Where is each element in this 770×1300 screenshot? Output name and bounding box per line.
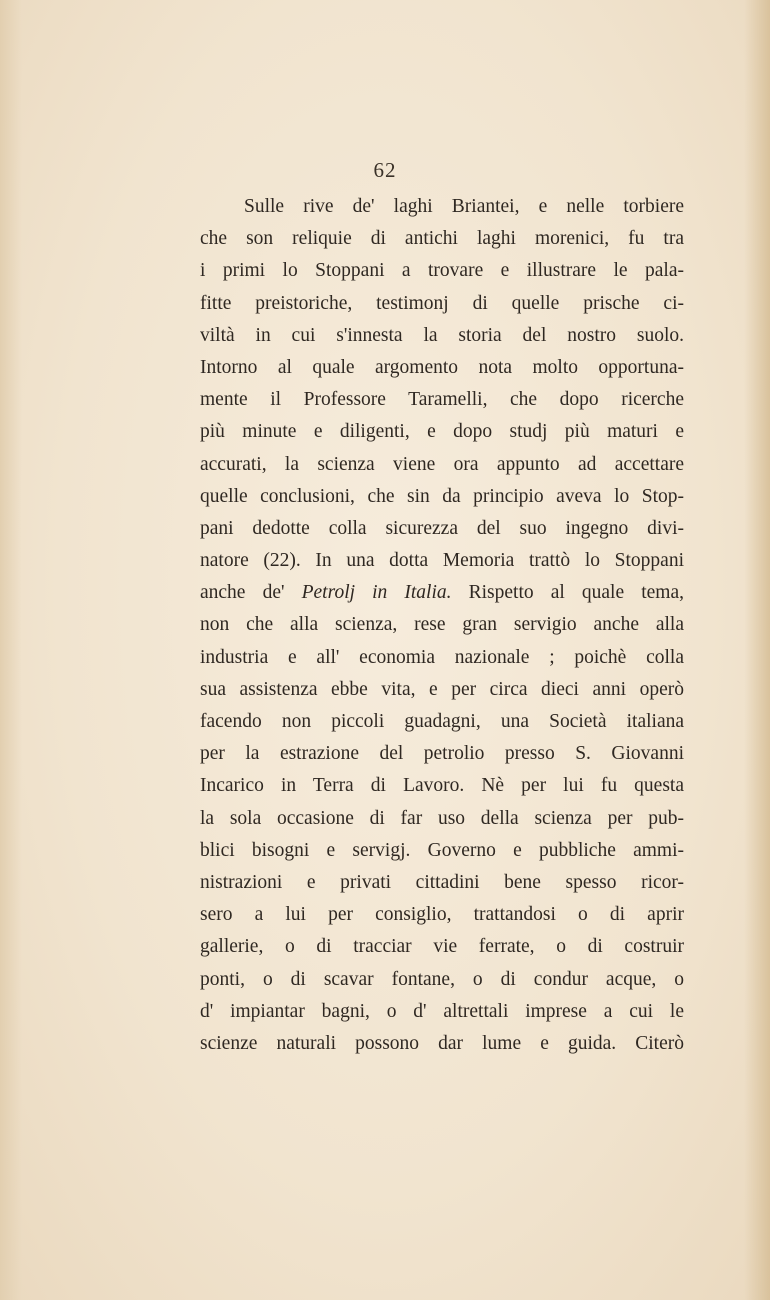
text-line: sero a lui per consiglio, trattandosi o di aprir [200,904,684,926]
text-line: facendo non piccoli guadagni, una Società italiana [200,711,684,732]
text-line: mente il Professore Taramelli, che dopo ricerche [200,389,684,411]
text-line: d' impiantar bagni, o d' altrettali imprese a cui le [200,1000,684,1022]
text-line: pani dedotte colla sicurezza del suo ingegno divi- [200,517,684,539]
page-edge-left [0,0,22,1300]
text-line: quelle conclusioni, che sin da principio aveva lo Stop- [200,485,684,507]
text-line: scienze naturali possono dar lume e guida. Citerò [200,1032,684,1054]
text-line: per la estrazione del petrolio presso S. Giovanni [200,743,684,765]
text-line: natore (22). In una dotta Memoria trattò lo Stoppani [200,550,684,572]
text-line: Intorno al quale argomento nota molto opportuna- [200,356,684,378]
page-number: 62 [373,158,397,182]
text-segment: Rispetto al quale tema, [451,582,685,604]
text-line: industria e all' economia nazionale ; poichè colla [200,646,684,668]
body-text [200,191,684,1060]
text-line: ponti, o di scavar fontane, o di condur acque, o [200,968,684,990]
text-line: fitte preistoriche, testimonj di quelle prische ci- [200,292,684,314]
text-line-with-title [200,577,684,609]
text-line: sua assistenza ebbe vita, e per circa dieci anni operò [200,678,684,700]
text-line: Incarico in Terra di Lavoro. Nè per lui fu questa [200,775,684,797]
italic-title: Petrolj in Italia. [301,582,452,604]
text-line: più minute e diligenti, e dopo studj più maturi e [200,421,684,443]
text-line: gallerie, o di tracciar vie ferrate, o di costruir [200,936,684,958]
text-line: non che alla scienza, rese gran servigio anche alla [200,614,684,636]
text-line: accurati, la scienza viene ora appunto ad accettare [200,453,684,475]
text-line: i primi lo Stoppani a trovare e illustrare le pala- [200,260,684,282]
text-segment: anche de' [200,582,302,604]
page-edge-right [744,0,770,1300]
text-line: blici bisogni e servigj. Governo e pubbliche ammi- [200,839,684,861]
text-line: la sola occasione di far uso della scienza per pub- [200,807,684,829]
text-line: Sulle rive de' laghi Briantei, e nelle torbiere [244,196,684,217]
text-line: che son reliquie di antichi laghi morenici, fu tra [200,228,684,250]
text-line: viltà in cui s'innesta la storia del nostro suolo. [200,324,684,346]
text-line: nistrazioni e privati cittadini bene spesso ricor- [200,871,684,893]
